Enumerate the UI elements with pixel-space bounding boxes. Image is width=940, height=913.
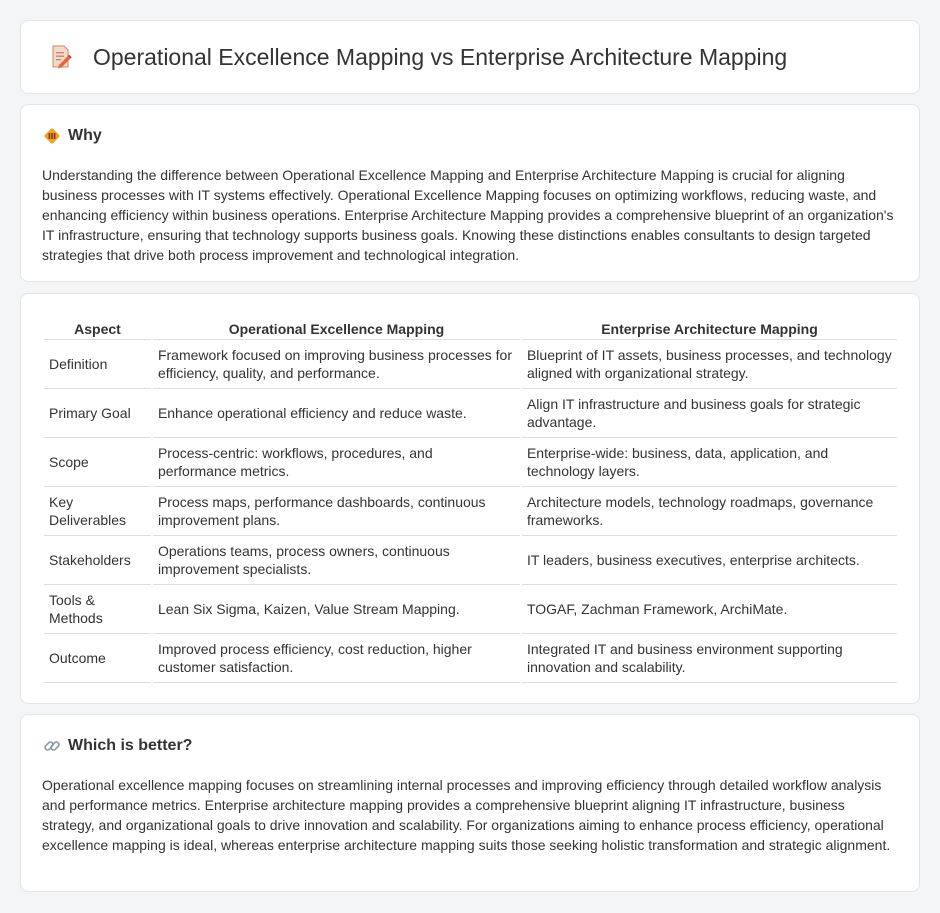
which-is-better-section <box>20 714 920 892</box>
column-header-operational-excellence: Operational Excellence Mapping <box>153 316 520 340</box>
enterprise-architecture-cell: TOGAF, Zachman Framework, ArchiMate. <box>522 585 897 634</box>
aspect-cell: Scope <box>44 438 151 487</box>
page-title: Operational Excellence Mapping vs Enterprise Architecture Mapping <box>93 43 788 70</box>
better-text: Operational excellence mapping focuses on streamlining internal processes and improving efficiency through detailed workflow analysis and performance metrics. Enterprise architecture mapping provides a comprehensive blueprint aligning IT infrastructure, business strategy, and organizational goals to drive innovation and scalability. For organizations aiming to enhance process efficiency, operational excellence mapping is ideal, whereas enterprise architecture mapping suits those seeking holistic transformation and strategic alignment. <box>42 777 891 853</box>
operational-excellence-cell: Lean Six Sigma, Kaizen, Value Stream Mapping. <box>153 585 520 634</box>
better-heading-row <box>43 737 192 755</box>
aspect-cell: Stakeholders <box>44 536 151 585</box>
column-header-aspect: Aspect <box>44 316 151 340</box>
table-row <box>44 585 897 634</box>
aspect-cell: Definition <box>44 340 151 389</box>
operational-excellence-cell: Process maps, performance dashboards, continuous improvement plans. <box>153 487 520 536</box>
link-icon <box>43 737 61 755</box>
table-row <box>44 487 897 536</box>
better-heading: Which is better? <box>68 737 193 754</box>
comparison-table <box>42 316 899 683</box>
enterprise-architecture-cell: IT leaders, business executives, enterprise architects. <box>522 536 897 585</box>
aspect-cell: Primary Goal <box>44 389 151 438</box>
table-row <box>44 536 897 585</box>
why-section <box>20 104 920 282</box>
table-row <box>44 634 897 683</box>
enterprise-architecture-cell: Integrated IT and business environment supporting innovation and scalability. <box>522 634 897 683</box>
header-card <box>20 20 920 94</box>
enterprise-architecture-cell: Align IT infrastructure and business goals for strategic advantage. <box>522 389 897 438</box>
enterprise-architecture-cell: Architecture models, technology roadmaps, governance frameworks. <box>522 487 897 536</box>
table-row <box>44 438 897 487</box>
aspect-cell: Key Deliverables <box>44 487 151 536</box>
table-row <box>44 389 897 438</box>
enterprise-architecture-cell: Enterprise-wide: business, data, application, and technology layers. <box>522 438 897 487</box>
aspect-cell: Tools & Methods <box>44 585 151 634</box>
why-heading-row <box>43 127 102 145</box>
operational-excellence-cell: Operations teams, process owners, continuous improvement specialists. <box>153 536 520 585</box>
diamond-warning-icon <box>43 127 61 145</box>
why-heading: Why <box>68 127 102 144</box>
comparison-section <box>20 293 920 704</box>
table-header-row <box>44 316 897 340</box>
enterprise-architecture-cell: Blueprint of IT assets, business processes, and technology aligned with organizational strategy. <box>522 340 897 389</box>
operational-excellence-cell: Framework focused on improving business processes for efficiency, quality, and performance. <box>153 340 520 389</box>
operational-excellence-cell: Improved process efficiency, cost reduction, higher customer satisfaction. <box>153 634 520 683</box>
title-row <box>47 43 787 71</box>
why-text: Understanding the difference between Operational Excellence Mapping and Enterprise Architecture Mapping is crucial for aligning business processes with IT systems effectively. Operational Excellence Mapping focuses on optimizing workflows, reducing waste, and enhancing efficiency within business operations. Enterprise Architecture Mapping provides a comprehensive blueprint of an organization's IT infrastructure, ensuring that technology supports business goals. Knowing these distinctions enables consultants to design targeted strategies that drive both process improvement and technological integration. <box>42 167 894 263</box>
column-header-enterprise-architecture: Enterprise Architecture Mapping <box>522 316 897 340</box>
table-row <box>44 340 897 389</box>
aspect-cell: Outcome <box>44 634 151 683</box>
operational-excellence-cell: Enhance operational efficiency and reduce waste. <box>153 389 520 438</box>
document-edit-icon <box>47 43 73 71</box>
operational-excellence-cell: Process-centric: workflows, procedures, and performance metrics. <box>153 438 520 487</box>
